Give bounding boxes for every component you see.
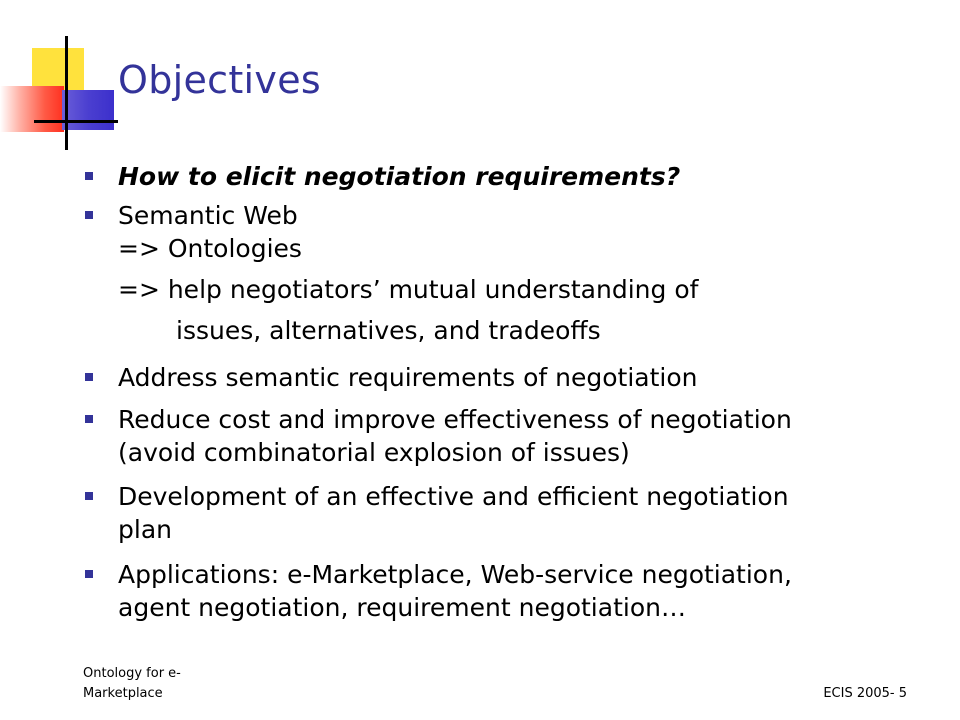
bullet-item [85, 403, 945, 469]
bullet-text: Reduce cost and improve effectiveness of negotiation [118, 405, 792, 434]
footer-slide-number: ECIS 2005- 5 [823, 686, 907, 701]
logo-horizontal-line [34, 120, 118, 123]
square-bullet-icon [85, 172, 93, 180]
square-bullet-icon [85, 373, 93, 381]
bullet-text: issues, alternatives, and tradeoffs [176, 316, 601, 345]
bullet-text: => help negotiators’ mutual understanding of [118, 275, 699, 304]
bullet-text: Semantic Web [118, 201, 298, 230]
bullet-item [85, 199, 945, 347]
slide-logo-icon [0, 36, 120, 151]
footer-left-line: Marketplace [83, 686, 163, 701]
bullet-text: plan [118, 515, 172, 544]
bullet-item [85, 160, 945, 193]
bullet-item [85, 480, 945, 546]
logo-vertical-line [65, 36, 68, 150]
bullet-text: Development of an effective and efficient negotiation [118, 482, 789, 511]
logo-red-square [0, 86, 64, 132]
bullet-text: => Ontologies [118, 234, 302, 263]
bullet-text: Address semantic requirements of negotiation [118, 363, 698, 392]
bullet-item [85, 361, 945, 394]
bullet-item [85, 558, 945, 624]
footer-left-line: Ontology for e- [83, 666, 181, 681]
square-bullet-icon [85, 492, 93, 500]
square-bullet-icon [85, 570, 93, 578]
square-bullet-icon [85, 211, 93, 219]
bullet-text: (avoid combinatorial explosion of issues) [118, 438, 630, 467]
square-bullet-icon [85, 415, 93, 423]
bullet-list [85, 160, 945, 624]
bullet-text: How to elicit negotiation requirements? [118, 162, 681, 191]
bullet-text: Applications: e-Marketplace, Web-service negotiation, [118, 560, 792, 589]
logo-blue-square [62, 90, 114, 130]
bullet-text: agent negotiation, requirement negotiation… [118, 593, 686, 622]
slide-title: Objectives [118, 58, 321, 102]
footer-presentation-title [83, 664, 233, 704]
